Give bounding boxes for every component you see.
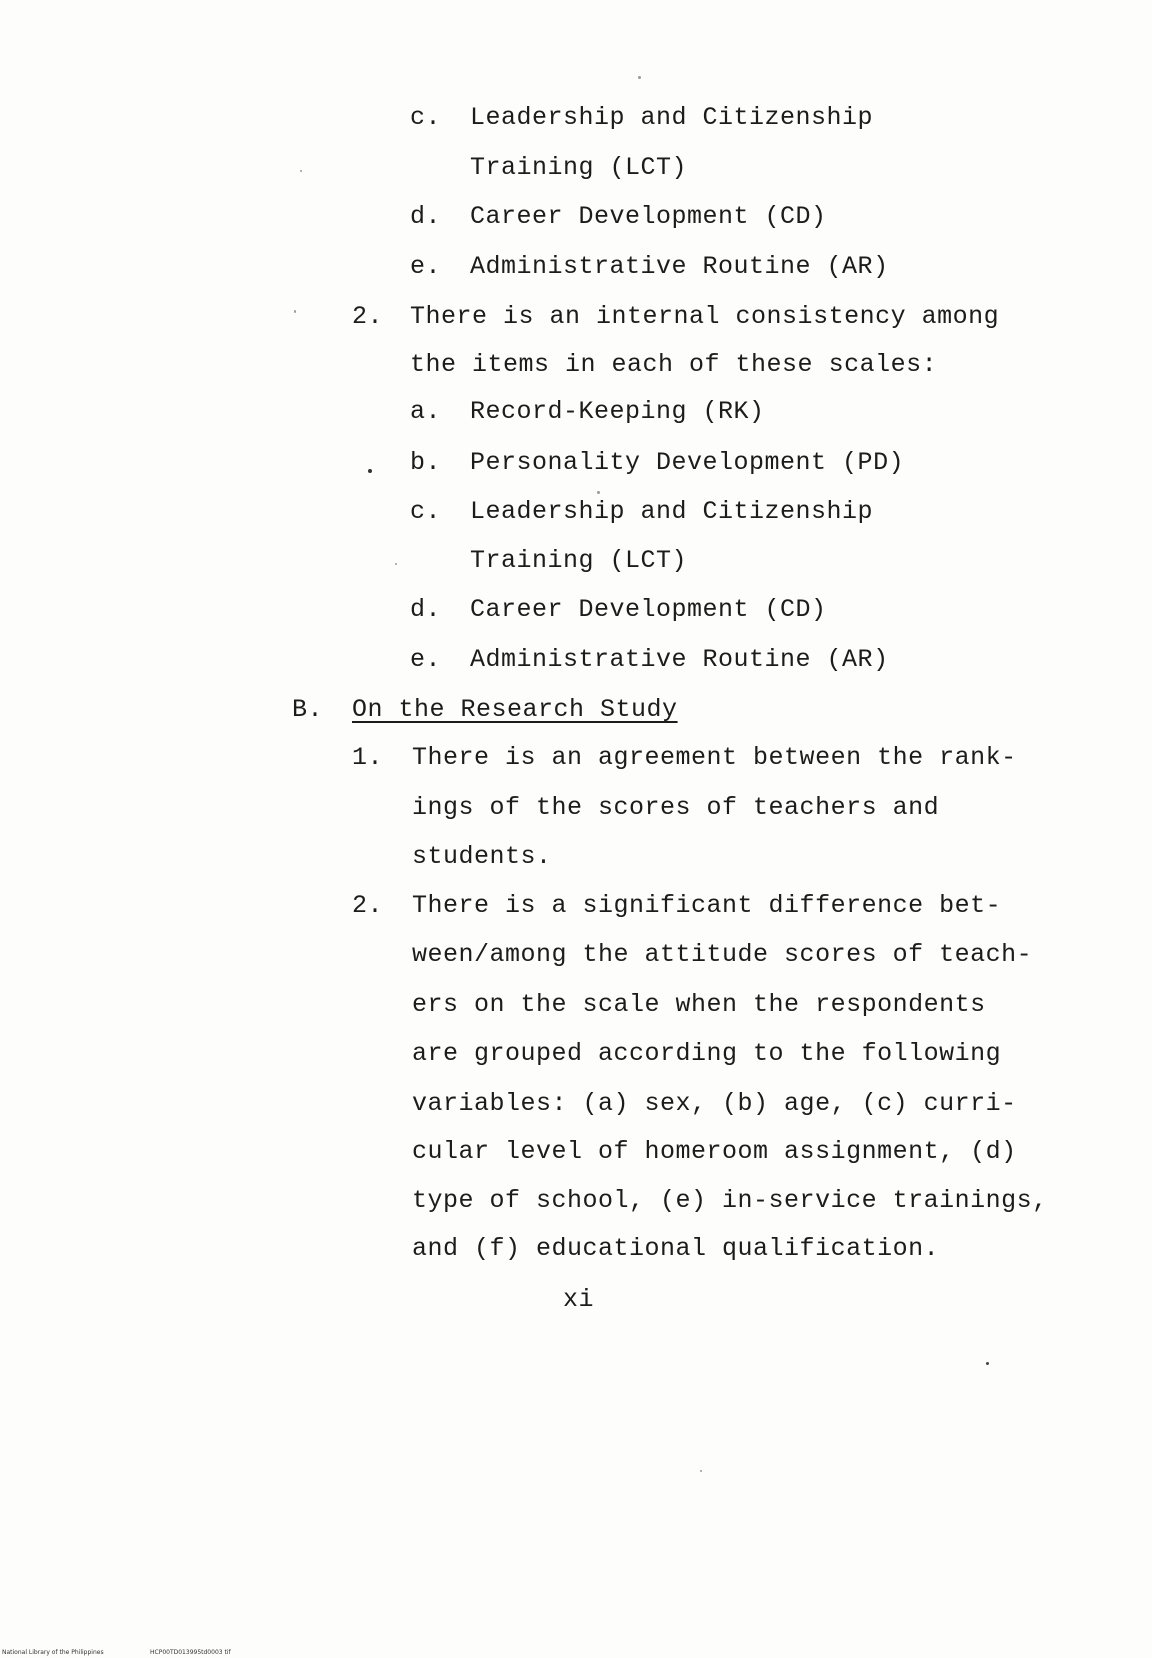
page-number: xi	[563, 1285, 595, 1314]
list-item-text: Administrative Routine (AR)	[470, 252, 889, 281]
list-item-text: Leadership and Citizenship	[470, 103, 874, 132]
paragraph-line: variables: (a) sex, (b) age, (c) curri-	[412, 1089, 1017, 1118]
list-marker: e.	[410, 252, 442, 281]
paragraph-line: There is an internal consistency among	[410, 302, 1000, 331]
item-number: 1.	[352, 743, 384, 772]
list-marker: b.	[410, 448, 442, 477]
list-item-text: Personality Development (PD)	[470, 448, 905, 477]
list-marker: d.	[410, 595, 442, 624]
scan-speck	[368, 469, 372, 473]
scan-speck	[700, 1470, 702, 1472]
paragraph-line: and (f) educational qualification.	[412, 1234, 940, 1263]
paragraph-line: ers on the scale when the respondents	[412, 990, 986, 1019]
item-number: 2.	[352, 891, 384, 920]
paragraph-line: are grouped according to the following	[412, 1039, 1002, 1068]
scan-speck	[300, 170, 302, 172]
list-marker: c.	[410, 497, 442, 526]
list-item-text: Career Development (CD)	[470, 595, 827, 624]
section-heading: On the Research Study	[352, 695, 678, 724]
list-item-text: Leadership and Citizenship	[470, 497, 874, 526]
scan-speck	[986, 1362, 989, 1365]
paragraph-line: There is a significant difference bet-	[412, 891, 1002, 920]
list-item-text: Training (LCT)	[470, 153, 688, 182]
list-marker: a.	[410, 397, 442, 426]
list-item-text: Career Development (CD)	[470, 202, 827, 231]
paragraph-line: students.	[412, 842, 552, 871]
list-marker: d.	[410, 202, 442, 231]
list-item-text: Record-Keeping (RK)	[470, 397, 765, 426]
paragraph-line: cular level of homeroom assignment, (d)	[412, 1137, 1017, 1166]
scan-speck	[638, 76, 641, 79]
item-number: 2.	[352, 302, 384, 331]
paragraph-line: the items in each of these scales:	[410, 350, 938, 379]
footer-library: National Library of the Philippines	[2, 1649, 104, 1656]
paragraph-line: ween/among the attitude scores of teach-	[412, 940, 1033, 969]
list-item-text: Training (LCT)	[470, 546, 688, 575]
scan-speck	[597, 491, 600, 494]
paragraph-line: type of school, (e) in-service trainings,	[412, 1186, 1048, 1215]
section-marker: B.	[292, 695, 324, 724]
list-marker: c.	[410, 103, 442, 132]
paragraph-line: There is an agreement between the rank-	[412, 743, 1017, 772]
list-item-text: Administrative Routine (AR)	[470, 645, 889, 674]
paragraph-line: ings of the scores of teachers and	[412, 793, 940, 822]
list-marker: e.	[410, 645, 442, 674]
footer-code: HCP00TD013995td0003 tif	[150, 1649, 231, 1656]
scan-speck	[395, 563, 397, 565]
scan-speck	[294, 310, 296, 313]
